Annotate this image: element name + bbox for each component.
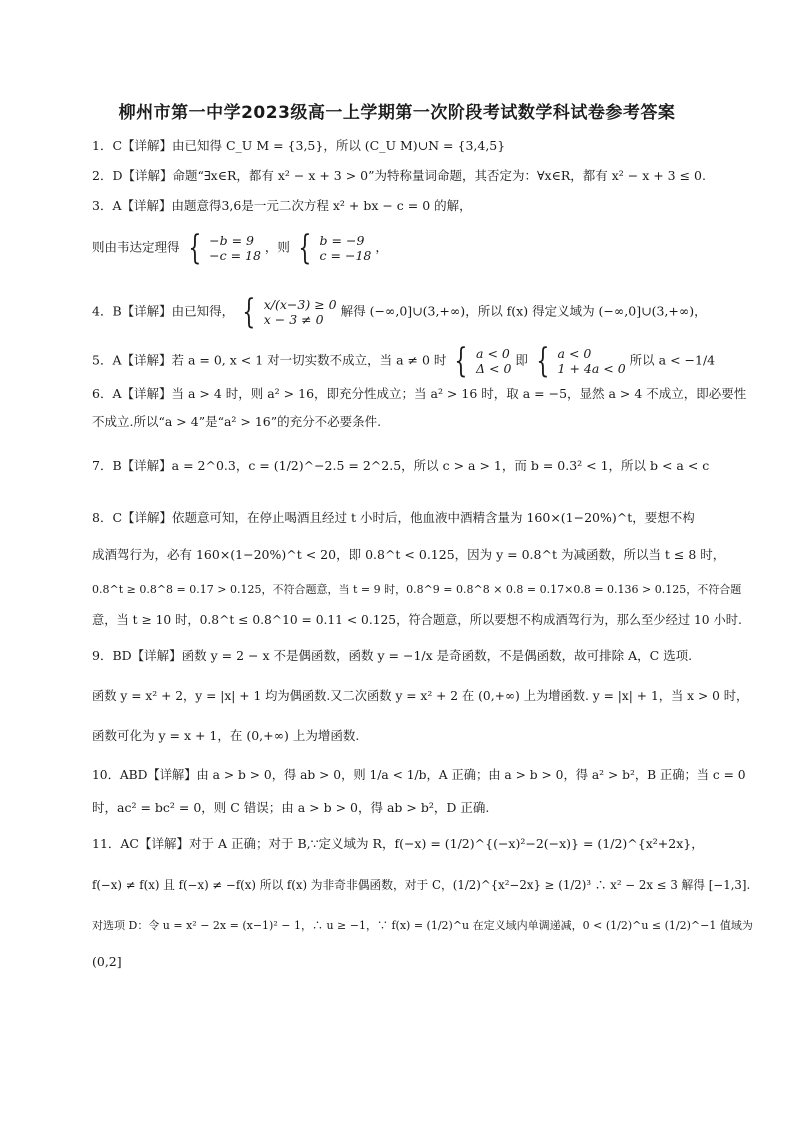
answer-line-q8-3: 0.8^t ≥ 0.8^8 = 0.17 > 0.125，不符合题意，当 t = 9 时，0.8^9 = 0.8^8 × 0.8 = 0.17×0.8 = 0.136 > 0.125，不符合题 [92, 583, 742, 596]
left-brace-icon: { [298, 228, 312, 268]
answer-line-q8-2: 成酒驾行为，必有 160×(1−20%)^t < 20，即 0.8^t < 0.125，因为 y = 0.8^t 为减函数，所以当 t ≤ 8 时， [92, 547, 726, 562]
system-row: 1 + 4a < 0 [557, 361, 626, 376]
q3-end: ， [375, 239, 388, 255]
q5-system-a [476, 346, 511, 376]
q5-mid: 即 [515, 352, 528, 368]
q3-system-row [92, 228, 732, 268]
q5-row [92, 341, 732, 381]
system-row: a < 0 [476, 346, 510, 361]
q5-end: 所以 a < −1/4 [629, 352, 716, 368]
answer-line-q2: 2．D【详解】命题“∃x∈R，都有 x² − x + 3 > 0”为特称量词命题，其否定为：∀x∈R，都有 x² − x + 3 ≤ 0. [92, 168, 706, 183]
left-brace-icon: { [454, 341, 468, 381]
q3-vieta-label: 则由韦达定理得 [92, 239, 180, 255]
q4-result: 解得 (−∞,0]∪(3,+∞)，所以 f(x) 得定义域为 (−∞,0]∪(3,+∞)， [340, 303, 707, 319]
system-row: b = −9 [319, 233, 365, 248]
answer-line-q1: 1．C【详解】由已知得 C_U M = {3,5}，所以 (C_U M)∪N = {3,4,5} [92, 138, 506, 153]
system-row: −b = 9 [209, 233, 254, 248]
answer-line-q9-2: 函数 y = x² + 2，y = |x| + 1 均为偶函数.又二次函数 y = x² + 2 在 (0,+∞) 上为增函数. y = |x| + 1，当 x > 0 时， [92, 689, 749, 703]
answer-line-q3: 3．A【详解】由题意得3,6是一元二次方程 x² + bx − c = 0 的解， [92, 198, 472, 213]
answer-line-q8: 8．C【详解】依题意可知，在停止喝酒且经过 t 小时后，他血液中酒精含量为 160×(1−20%)^t，要想不构 [92, 510, 695, 525]
q5-system-b [558, 346, 626, 376]
answer-line-q9-3: 函数可化为 y = x + 1，在 (0,+∞) 上为增函数. [92, 728, 360, 743]
q3-separator: ，则 [264, 239, 290, 255]
q3-system-a [209, 233, 261, 263]
left-brace-icon: { [536, 341, 550, 381]
system-row: x/(x−3) ≥ 0 [263, 297, 337, 312]
answer-line-q10-2: 时，ac² = bc² = 0，则 C 错误；由 a > b > 0，得 ab > b²，D 正确. [92, 800, 490, 815]
answer-line-q9: 9．BD【详解】函数 y = 2 − x 不是偶函数，函数 y = −1/x 是奇函数，不是偶函数，故可排除 A，C 选项. [92, 648, 693, 663]
page-title: 柳州市第一中学2023级高一上学期第一次阶段考试数学科试卷参考答案 [118, 103, 676, 123]
answer-line-q8-4: 意，当 t ≥ 10 时，0.8^t ≤ 0.8^10 = 0.11 < 0.125，符合题意，所以要想不构成酒驾行为，那么至少经过 10 小时. [92, 613, 742, 627]
system-row: c = −18 [319, 248, 372, 263]
answer-line-q11-3: 对选项 D：令 u = x² − 2x = (x−1)² − 1，∴ u ≥ −1，∵ f(x) = (1/2)^u 在定义域内单调递减，0 < (1/2)^u ≤ (1/2)^−1 值域为 [92, 919, 753, 932]
system-row: −c = 18 [209, 248, 261, 263]
left-brace-icon: { [242, 292, 256, 332]
q4-row [92, 292, 732, 332]
system-row: a < 0 [557, 346, 592, 361]
answer-line-q6: 6．A【详解】当 a > 4 时，则 a² > 16，即充分性成立；当 a² > 16 时，取 a = −5，显然 a > 4 不成立，即必要性 [92, 386, 747, 401]
q3-system-b [320, 233, 372, 263]
answer-line-q11-2: f(−x) ≠ f(x) 且 f(−x) ≠ −f(x) 所以 f(x) 为非奇非偶函数，对于 C，(1/2)^{x²−2x} ≥ (1/2)³ ∴ x² − 2x ≤ 3 解得 [−1,3]. [92, 878, 751, 892]
answer-line-q7: 7．B【详解】a = 2^0.3，c = (1/2)^−2.5 = 2^2.5，所以 c > a > 1，而 b = 0.3² < 1，所以 b < a < c [92, 458, 710, 473]
answer-line-q11-4: (0,2] [92, 954, 122, 969]
left-brace-icon: { [187, 228, 201, 268]
q4-label: 4．B【详解】由已知得， [92, 303, 235, 319]
answer-line-q6-cont: 不成立.所以“a > 4”是“a² > 16”的充分不必要条件. [92, 414, 382, 429]
system-row: x − 3 ≠ 0 [263, 312, 324, 327]
answer-line-q10: 10．ABD【详解】由 a > b > 0，得 ab > 0，则 1/a < 1/b，A 正确；由 a > b > 0，得 a² > b²，B 正确；当 c = 0 [92, 768, 746, 782]
system-row: Δ < 0 [476, 361, 512, 376]
answer-line-q11: 11．AC【详解】对于 A 正确；对于 B,∵定义域为 R，f(−x) = (1/2)^{(−x)²−2(−x)} = (1/2)^{x²+2x}， [92, 836, 704, 851]
q5-label: 5．A【详解】若 a = 0, x < 1 对一切实数不成立，当 a ≠ 0 时 [92, 352, 447, 368]
q4-system [264, 297, 337, 327]
